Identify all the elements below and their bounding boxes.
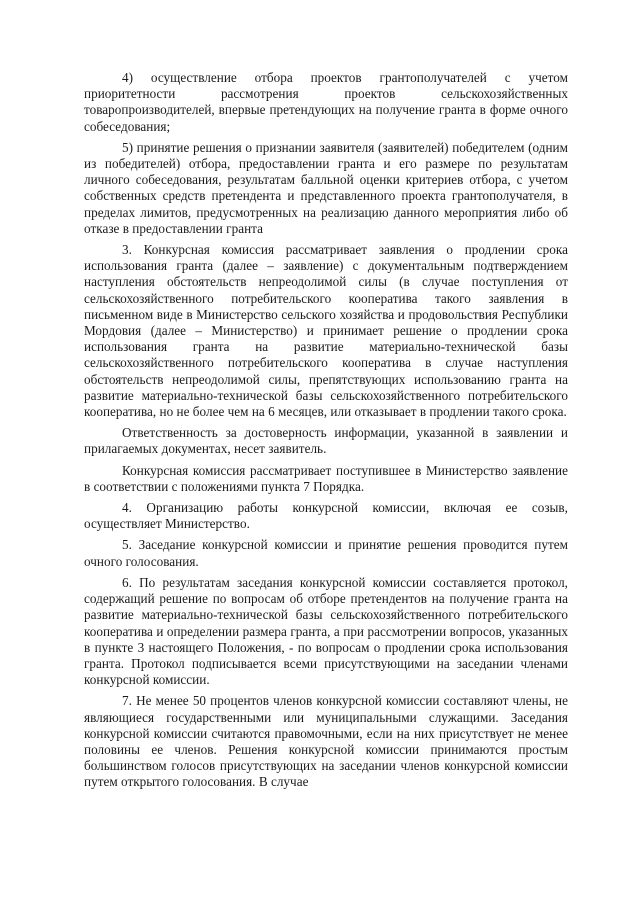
paragraph-commission-review: Конкурсная комиссия рассматривает поступившее в Министерство заявление в соответствии с положениями пункта 7 Порядка.	[84, 462, 568, 494]
paragraph-section-7: 7. Не менее 50 процентов членов конкурсной комиссии составляют члены, не являющиеся государственными или муниципальными служащими. Заседания конкурсной комиссии считаются правомочными, если на них присутствует не менее половины ее членов. Решения конкурсной комиссии принимаются простым большинством голосов присутствующих на заседании членов конкурсной комиссии путем открытого голосования. В случае	[84, 693, 568, 790]
paragraph-section-6: 6. По результатам заседания конкурсной комиссии составляется протокол, содержащий решение по вопросам об отборе претендентов на получение гранта на развитие материально-технической базы сельскохозяйственного потребительского кооператива и определении размера гранта, а при рассмотрении вопросов, указанных в пункте 3 настоящего Положения, - по вопросам о продлении срока использования гранта. Протокол подписывается всеми присутствующими на заседании членами конкурсной комиссии.	[84, 574, 568, 688]
paragraph-item-4: 4) осуществление отбора проектов грантополучателей с учетом приоритетности рассмотрения проектов сельскохозяйственных товаропроизводителей, впервые претендующих на получение гранта в форме очного собеседования;	[84, 70, 568, 134]
paragraph-responsibility: Ответственность за достоверность информации, указанной в заявлении и прилагаемых документах, несет заявитель.	[84, 425, 568, 457]
paragraph-section-3: 3. Конкурсная комиссия рассматривает заявления о продлении срока использования гранта (далее – заявление) с документальным подтверждением наступления обстоятельств непреодолимой силы (в случае поступления от сельскохозяйственного потребительского кооператива такого заявления в письменном виде в Министерство сельского хозяйства и продовольствия Республики Мордовия (далее – Министерство) и принимает решение о продлении срока использования гранта на развитие материально-технической базы сельскохозяйственного потребительского кооператива в случае наступления обстоятельств непреодолимой силы, препятствующих использованию гранта на развитие материально-технической базы сельскохозяйственного потребительского кооператива, но не более чем на 6 месяцев, или отказывает в продлении такого срока.	[84, 242, 568, 420]
paragraph-item-5: 5) принятие решения о признании заявителя (заявителей) победителем (одним из победителей) отбора, предоставлении гранта и его размере по результатам личного собеседования, результатам балльной оценки критериев отбора, с учетом собственных средств претендента и представленного проекта грантополучателя, в пределах лимитов, предусмотренных на реализацию данного мероприятия либо об отказе в предоставлении гранта	[84, 139, 568, 236]
paragraph-section-5: 5. Заседание конкурсной комиссии и принятие решения проводится путем очного голосования.	[84, 537, 568, 569]
paragraph-section-4: 4. Организацию работы конкурсной комиссии, включая ее созыв, осуществляет Министерство.	[84, 500, 568, 532]
